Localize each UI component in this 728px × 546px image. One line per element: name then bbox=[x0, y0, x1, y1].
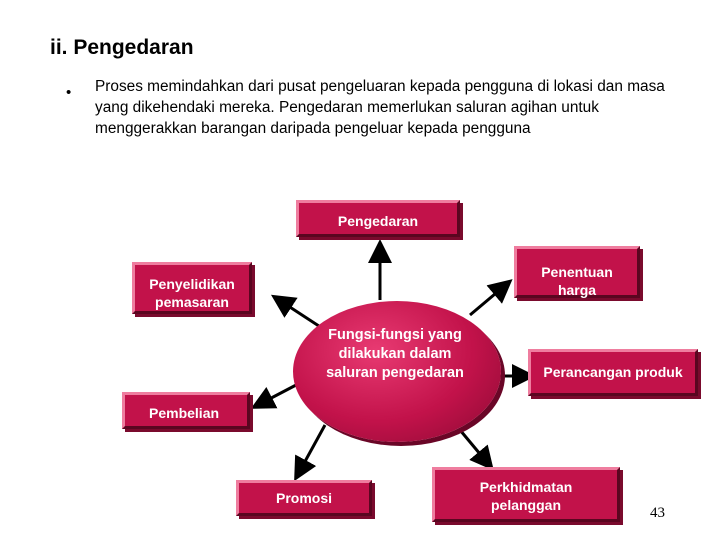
node-pembelian-label: Pembelian bbox=[149, 405, 220, 421]
node-penentuan-harga bbox=[514, 246, 640, 298]
node-perkhidmatan-line2: pelanggan bbox=[490, 497, 561, 513]
arrow-to-pembelian bbox=[256, 384, 298, 406]
node-penentuan-harga-line1: Penentuan bbox=[541, 264, 613, 280]
node-pengedaran bbox=[296, 200, 460, 237]
arrow-to-promosi bbox=[297, 425, 325, 476]
node-pengedaran-label: Pengedaran bbox=[337, 213, 419, 229]
node-promosi-label: Promosi bbox=[275, 490, 332, 506]
node-perkhidmatan-line1: Perkhidmatan bbox=[479, 479, 573, 495]
arrow-to-perkhidmatan bbox=[460, 430, 490, 466]
node-perancangan-produk bbox=[528, 349, 698, 396]
bullet-text: Proses memindahkan dari pusat pengeluaran kepada pengguna di lokasi dan masa yang dikehendaki mereka. Pengedaran memerlukan saluran agihan untuk menggerakkan barangan daripada pengeluar kepada pengguna bbox=[95, 78, 665, 137]
node-penyelidikan-pemasaran bbox=[132, 262, 252, 314]
page-number: 43 bbox=[650, 505, 665, 521]
node-penentuan-harga-line2: harga bbox=[557, 282, 597, 298]
center-label: Fungsi-fungsi yang dilakukan dalam saluran pengedaran bbox=[326, 327, 464, 381]
node-promosi bbox=[236, 480, 372, 516]
node-penyelidikan-line1: Penyelidikan bbox=[149, 276, 235, 292]
slide-title: ii. Pengedaran bbox=[50, 36, 194, 59]
arrow-to-penentuan-harga bbox=[470, 283, 508, 315]
node-perancangan-produk-label: Perancangan produk bbox=[543, 364, 683, 380]
node-penyelidikan-line2: pemasaran bbox=[155, 294, 229, 310]
node-pembelian bbox=[122, 392, 250, 429]
node-perkhidmatan-pelanggan bbox=[432, 467, 620, 522]
bullet-symbol: • bbox=[66, 84, 72, 101]
